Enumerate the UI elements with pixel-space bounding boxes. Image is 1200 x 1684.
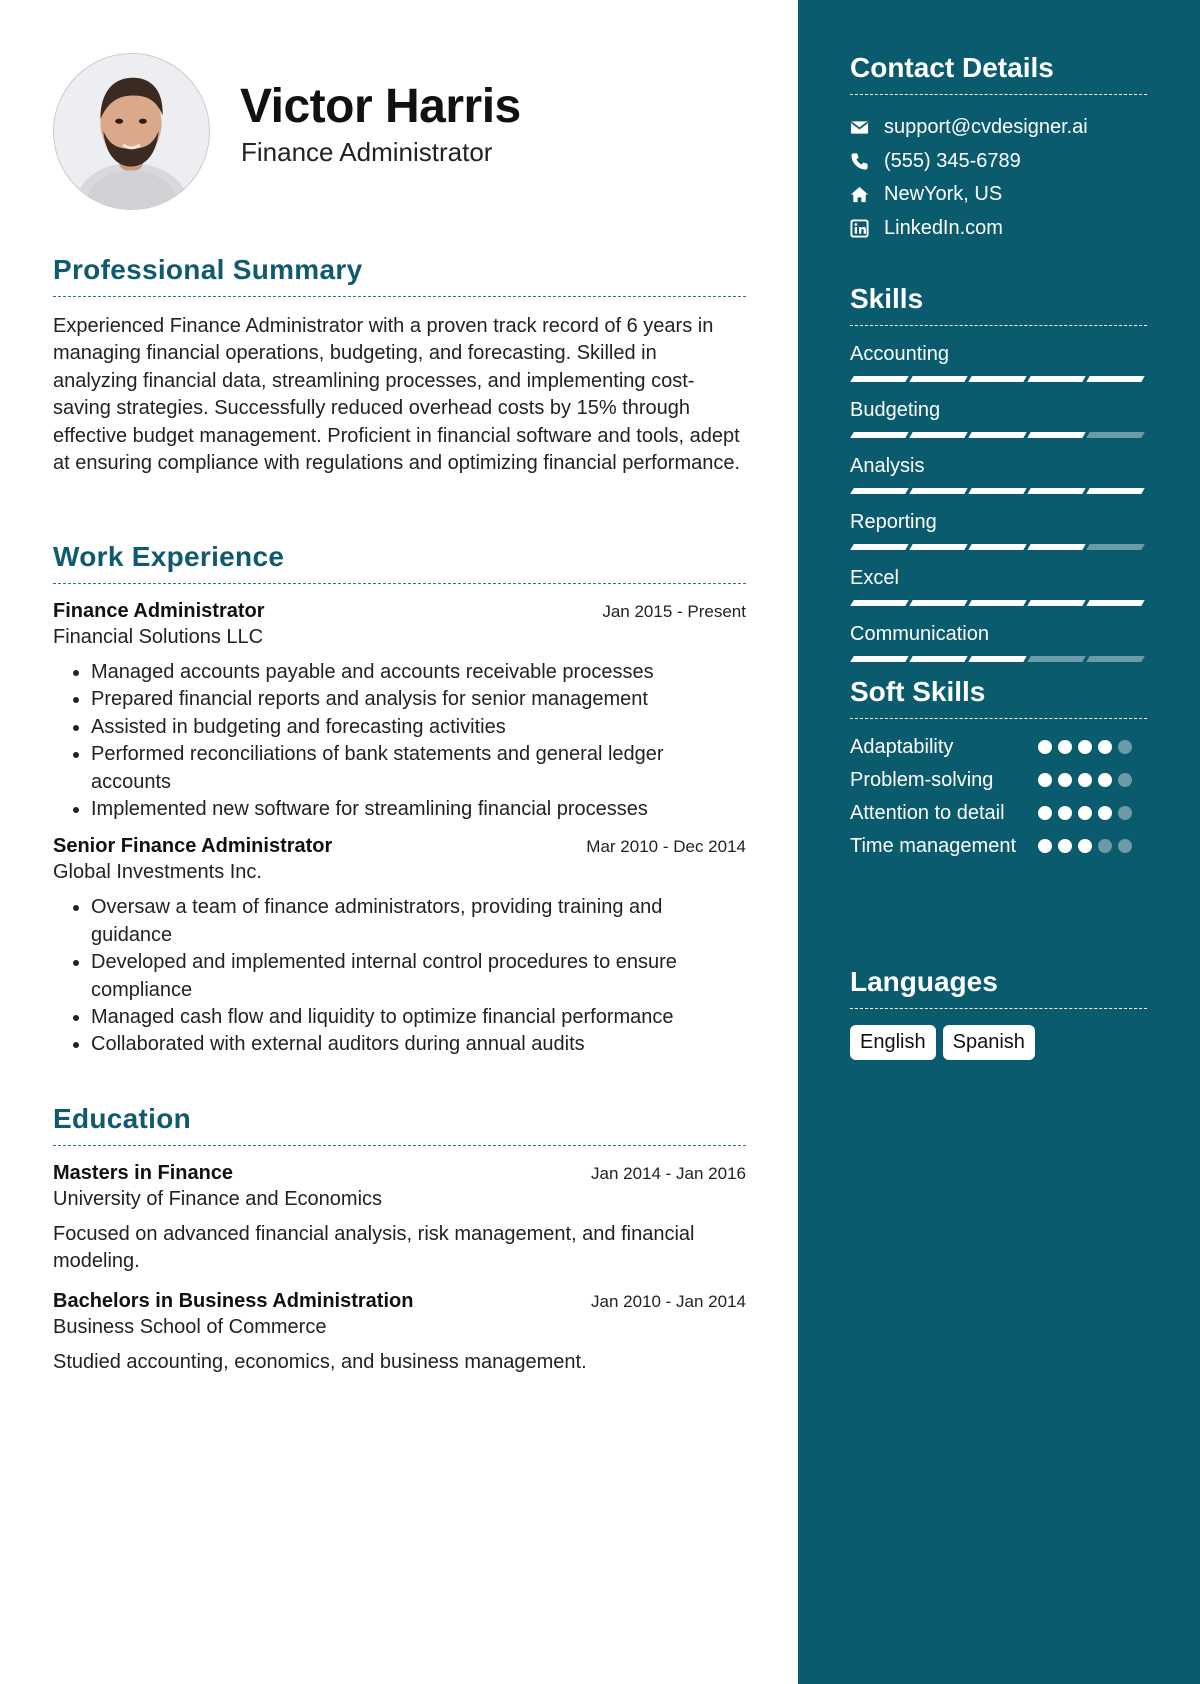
contact-phone[interactable] [850, 145, 1147, 179]
skill-level-bar [850, 656, 1147, 662]
contact-location [850, 178, 1147, 212]
experience-section [53, 541, 746, 1059]
rating-dot [1038, 740, 1052, 754]
soft-skills-heading: Soft Skills [850, 676, 986, 707]
contact-heading: Contact Details [850, 52, 1054, 83]
skill-level-segment [1027, 656, 1085, 662]
education-entry [53, 1162, 746, 1276]
skill-level-segment [1086, 544, 1144, 550]
rating-dot [1078, 806, 1092, 820]
skill-level-segment [1086, 600, 1144, 606]
skill-level-segment [1027, 544, 1085, 550]
skill-level-segment [909, 544, 967, 550]
soft-skills-list [850, 734, 1147, 866]
skill-item [850, 510, 1147, 550]
school-name: University of Finance and Economics [53, 1188, 383, 1210]
contact-section [850, 52, 1147, 245]
person-portrait-icon [54, 54, 209, 209]
rating-dot [1058, 740, 1072, 754]
skill-item [850, 454, 1147, 494]
experience-heading: Work Experience [53, 541, 285, 572]
rating-dot [1118, 839, 1132, 853]
candidate-name: Victor Harris [240, 80, 521, 133]
skill-item [850, 398, 1147, 438]
job-entry [53, 600, 746, 823]
phone-icon [850, 151, 884, 171]
skill-level-segment [850, 544, 908, 550]
section-divider [850, 718, 1147, 719]
rating-dot [1118, 740, 1132, 754]
rating-dot [1078, 773, 1092, 787]
skill-name: Communication [850, 623, 989, 645]
summary-heading: Professional Summary [53, 254, 363, 285]
list-item: • Assisted in budgeting and forecasting activities [91, 714, 746, 741]
skill-level-bar [850, 488, 1147, 494]
job-dates: Mar 2010 - Dec 2014 [586, 837, 746, 857]
profile-photo [53, 53, 210, 210]
skill-level-segment [1086, 656, 1144, 662]
soft-skills-section [850, 676, 1147, 866]
linkedin-icon [850, 218, 884, 238]
skill-level-segment [1027, 432, 1085, 438]
list-item: • Oversaw a team of finance administrators, providing training and guidance [91, 894, 746, 949]
list-item: • Prepared financial reports and analysis for senior management [91, 686, 746, 713]
soft-skill-rating [1038, 833, 1147, 866]
skill-level-segment [909, 376, 967, 382]
skills-section [850, 283, 1147, 678]
skill-level-segment [1086, 432, 1144, 438]
skill-item [850, 342, 1147, 382]
list-item: • Collaborated with external auditors during annual audits [91, 1031, 746, 1058]
education-dates: Jan 2014 - Jan 2016 [590, 1164, 746, 1183]
skill-level-bar [850, 376, 1147, 382]
skill-level-segment [968, 432, 1026, 438]
rating-dot [1098, 806, 1112, 820]
skill-level-segment [968, 376, 1026, 382]
skill-level-segment [1027, 376, 1085, 382]
section-divider [53, 583, 746, 584]
skill-level-segment [909, 600, 967, 606]
envelope-icon [850, 118, 884, 138]
job-title: Finance Administrator [53, 600, 265, 622]
rating-dot [1098, 839, 1112, 853]
skill-level-bar [850, 544, 1147, 550]
job-company: Financial Solutions LLC [53, 626, 264, 648]
soft-skill-item [850, 734, 1147, 767]
job-dates: Jan 2015 - Present [602, 602, 746, 621]
languages-section [850, 966, 1147, 1060]
rating-dot [1118, 773, 1132, 787]
skill-item [850, 566, 1147, 606]
school-name: Business School of Commerce [53, 1315, 327, 1338]
skill-level-segment [1027, 600, 1085, 606]
education-section [53, 1103, 746, 1376]
list-item: • Managed cash flow and liquidity to optimize financial performance [91, 1004, 746, 1031]
soft-skill-name: Adaptability [850, 736, 954, 758]
list-item: • Performed reconciliations of bank statements and general ledger accounts [91, 741, 746, 796]
soft-skill-item [850, 833, 1147, 866]
skill-level-segment [1027, 488, 1085, 494]
soft-skill-name: Attention to detail [850, 802, 1005, 824]
languages-heading: Languages [850, 966, 998, 997]
rating-dot [1058, 806, 1072, 820]
skill-level-segment [850, 488, 908, 494]
soft-skill-item [850, 767, 1147, 800]
language-tag: Spanish [943, 1025, 1035, 1060]
summary-text: Experienced Finance Administrator with a proven track record of 6 years in managing financial operations, budgeting, and forecasting. Skilled in analyzing financial data, streamlining processes, and implementing cost-saving strategies. Successfully reduced overhead costs by 15% through effective budget management. Proficient in financial software and tools, adept at ensuring compliance with regulations and optimizing financial performance. [53, 315, 741, 475]
soft-skill-rating [1038, 767, 1147, 800]
candidate-title: Finance Administrator [241, 137, 493, 167]
skill-item [850, 622, 1147, 662]
skill-level-segment [968, 656, 1026, 662]
languages-list [850, 1025, 1147, 1060]
rating-dot [1058, 773, 1072, 787]
contact-linkedin-text: LinkedIn.com [884, 216, 1003, 239]
rating-dot [1118, 806, 1132, 820]
rating-dot [1038, 806, 1052, 820]
summary-section [53, 254, 746, 477]
skill-level-segment [909, 656, 967, 662]
education-description: Focused on advanced financial analysis, risk management, and financial modeling. [53, 1223, 695, 1273]
section-divider [850, 94, 1147, 95]
skill-name: Budgeting [850, 399, 941, 421]
list-item: • Managed accounts payable and accounts receivable processes [91, 659, 746, 686]
rating-dot [1098, 740, 1112, 754]
sidebar [798, 0, 1200, 1684]
skill-level-segment [850, 432, 908, 438]
skills-list [850, 342, 1147, 662]
home-icon [850, 185, 884, 205]
skill-level-bar [850, 432, 1147, 438]
skill-level-segment [850, 600, 908, 606]
skill-level-segment [1086, 488, 1144, 494]
resume-header [53, 53, 753, 210]
contact-linkedin[interactable] [850, 212, 1147, 246]
degree-title: Bachelors in Business Administration [53, 1289, 414, 1312]
list-item: • Implemented new software for streamlining financial processes [91, 796, 746, 823]
contact-email[interactable] [850, 111, 1147, 145]
section-divider [53, 1145, 746, 1146]
job-bullets [53, 659, 746, 823]
job-entry [53, 835, 746, 1058]
skill-level-segment [968, 488, 1026, 494]
skill-level-segment [850, 376, 908, 382]
skill-level-segment [909, 432, 967, 438]
rating-dot [1098, 773, 1112, 787]
education-entry [53, 1290, 746, 1376]
soft-skill-name: Problem-solving [850, 769, 994, 791]
skill-name: Accounting [850, 343, 949, 365]
rating-dot [1058, 839, 1072, 853]
rating-dot [1078, 839, 1092, 853]
job-bullets [53, 894, 746, 1058]
skill-level-segment [850, 656, 908, 662]
section-divider [850, 325, 1147, 326]
skills-heading: Skills [850, 283, 924, 314]
contact-phone-text: (555) 345-6789 [884, 149, 1021, 172]
soft-skill-rating [1038, 800, 1147, 833]
education-description: Studied accounting, economics, and business management. [53, 1350, 587, 1373]
section-divider [53, 296, 746, 297]
skill-level-segment [1086, 376, 1144, 382]
job-company: Global Investments Inc. [53, 861, 262, 884]
skill-name: Analysis [850, 455, 925, 477]
skill-level-bar [850, 600, 1147, 606]
education-heading: Education [53, 1103, 192, 1134]
list-item: • Developed and implemented internal control procedures to ensure compliance [91, 949, 746, 1004]
job-title: Senior Finance Administrator [53, 835, 333, 858]
rating-dot [1078, 740, 1092, 754]
section-divider [850, 1008, 1147, 1009]
rating-dot [1038, 839, 1052, 853]
soft-skill-name: Time management [850, 835, 1016, 857]
contact-location-text: NewYork, US [884, 183, 1003, 206]
soft-skill-rating [1038, 734, 1147, 767]
language-tag: English [850, 1025, 936, 1060]
degree-title: Masters in Finance [53, 1162, 234, 1184]
education-dates: Jan 2010 - Jan 2014 [590, 1291, 746, 1311]
rating-dot [1038, 773, 1052, 787]
skill-level-segment [909, 488, 967, 494]
soft-skill-item [850, 800, 1147, 833]
contact-email-text: support@cvdesigner.ai [884, 116, 1088, 139]
skill-name: Reporting [850, 511, 937, 533]
skill-level-segment [968, 544, 1026, 550]
skill-name: Excel [850, 567, 899, 589]
skill-level-segment [968, 600, 1026, 606]
